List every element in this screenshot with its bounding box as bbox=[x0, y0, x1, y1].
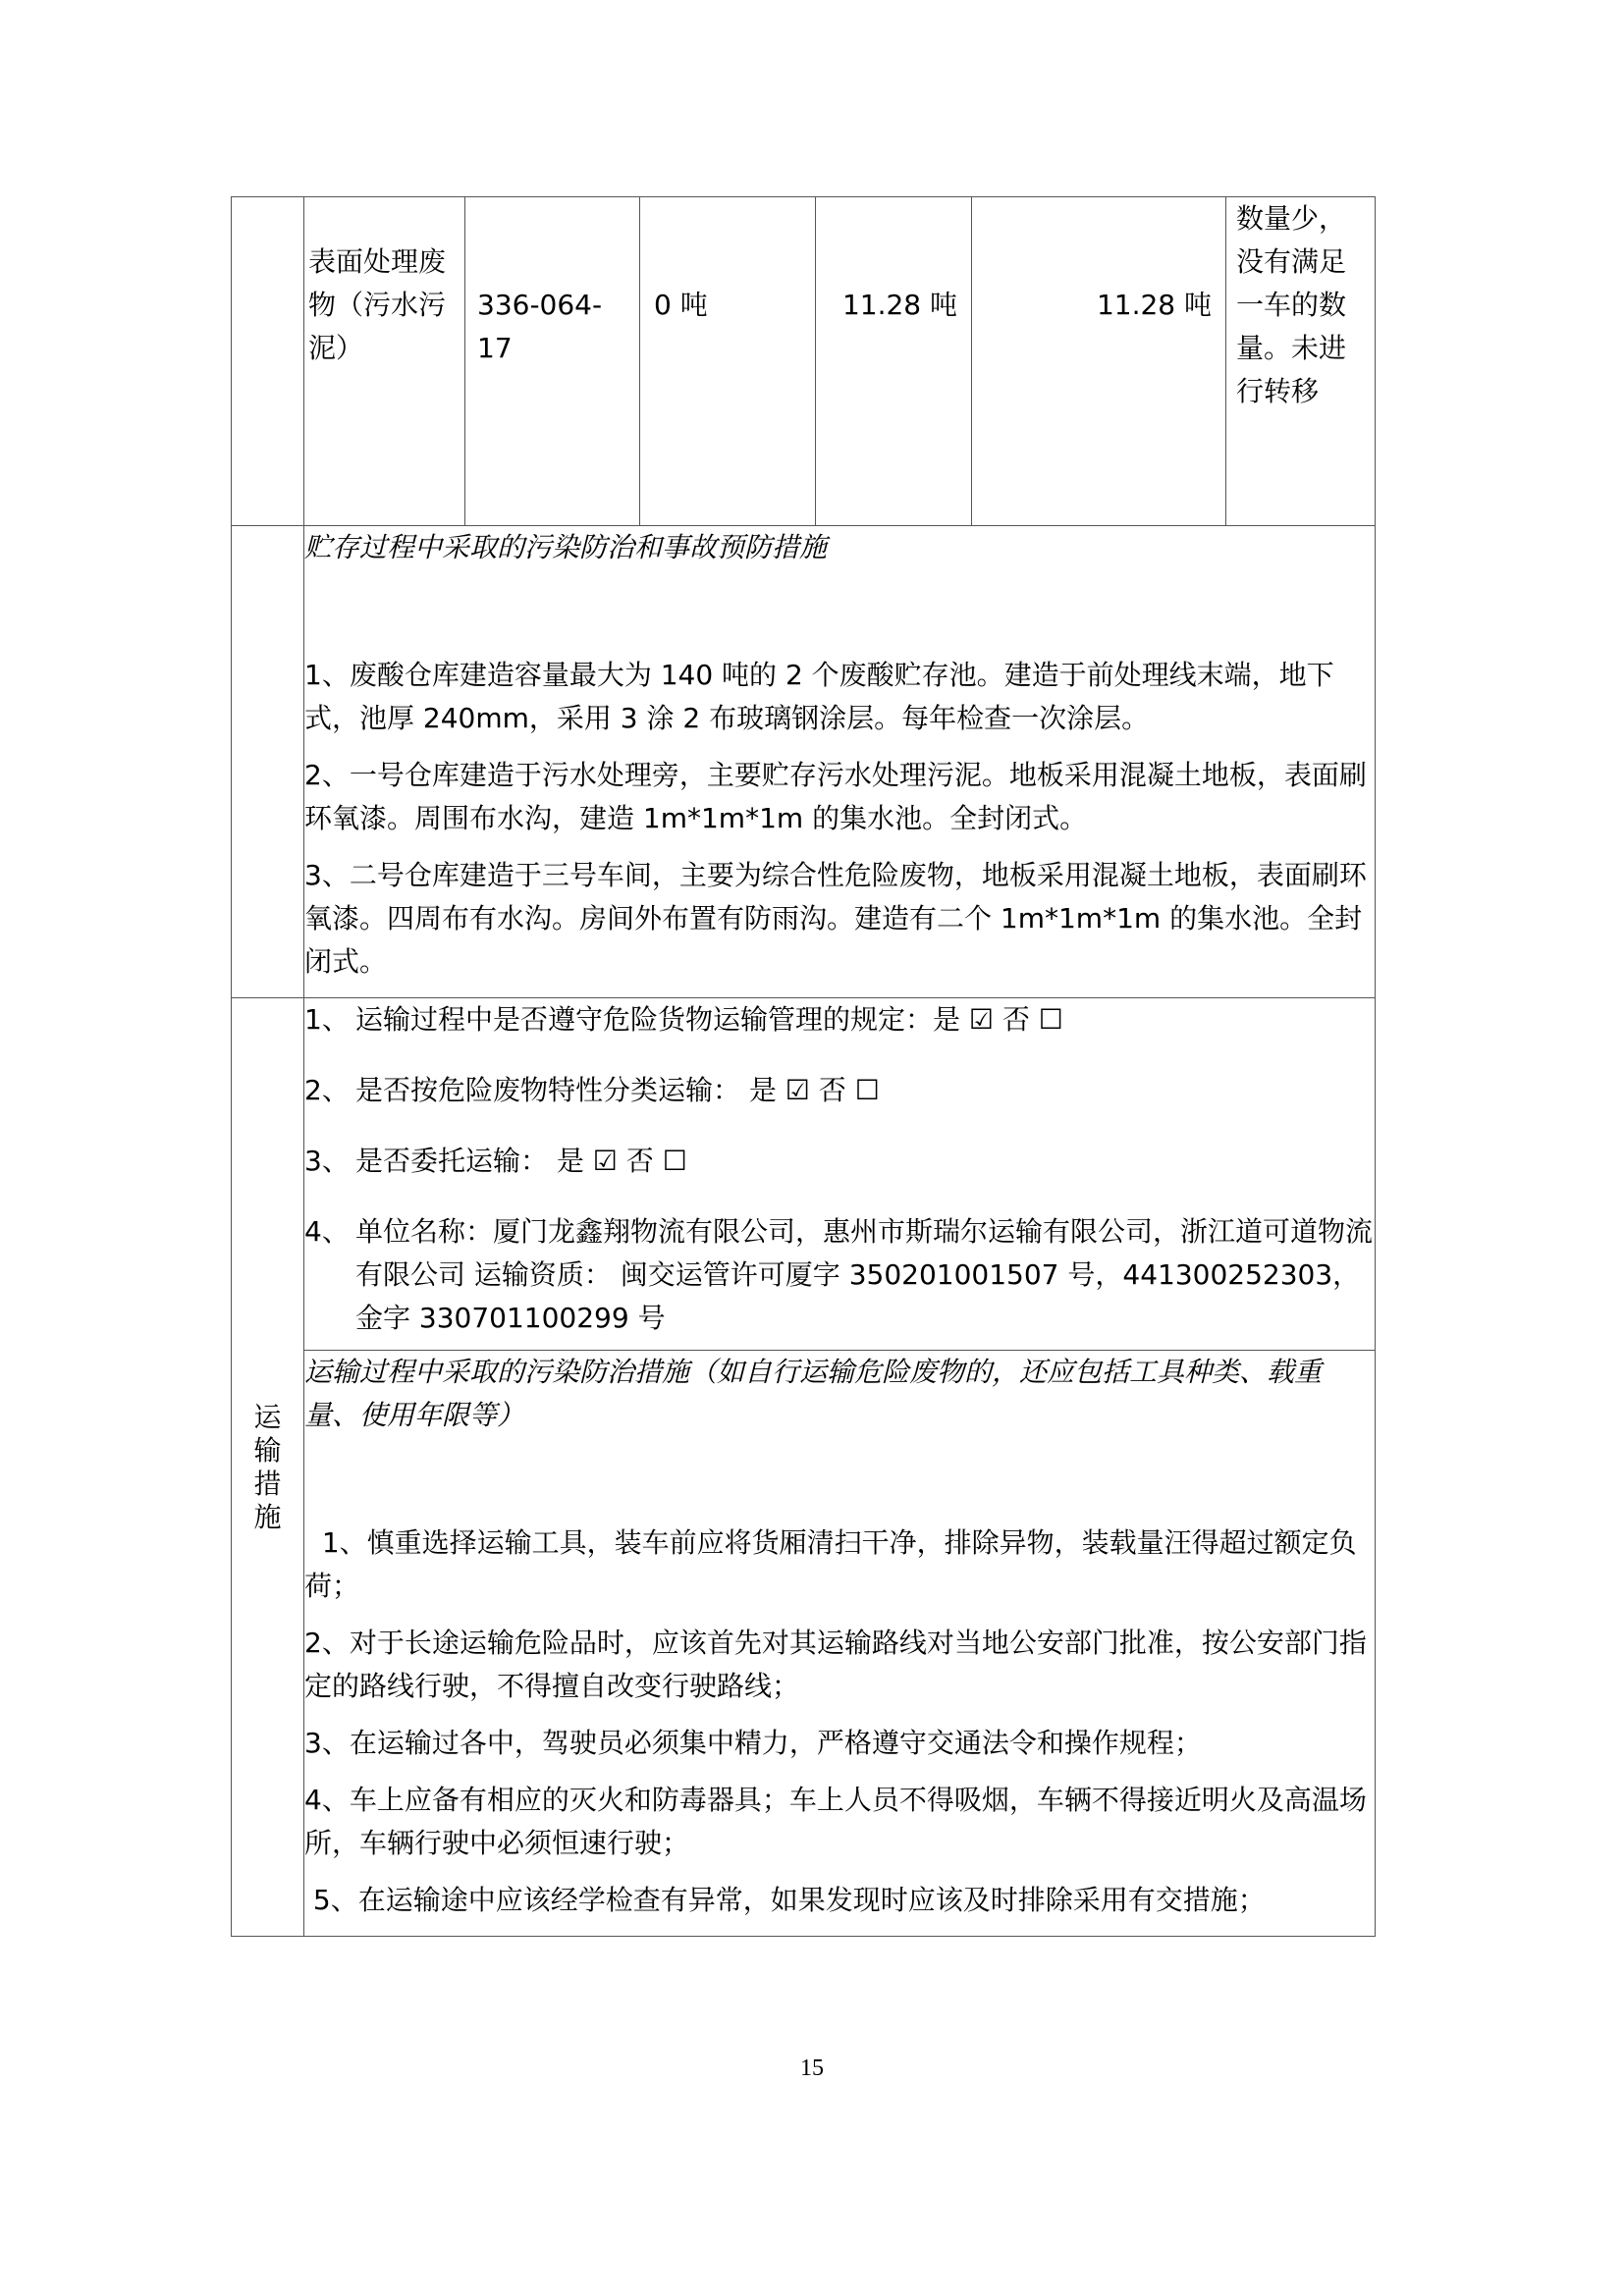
waste-name-cell: 表面处理废物（污水污泥） bbox=[304, 197, 465, 526]
waste-code-cell: 336-064-17 bbox=[465, 197, 640, 526]
check-text: 运输过程中是否遵守危险货物运输管理的规定：是 ☑ 否 ☐ bbox=[355, 1003, 1063, 1036]
label-char: 运 bbox=[253, 1400, 282, 1433]
left-label-cell-empty bbox=[232, 197, 304, 526]
transport-checks-cell bbox=[304, 998, 1376, 1351]
check-text: 单位名称：厦门龙鑫翔物流有限公司，惠州市斯瑞尔运输有限公司，浙江道可道物流有限公司 运输资质： 闽交运管许可厦字 350201001507 号，441300252303，金字 330701100299 号 bbox=[355, 1215, 1374, 1334]
label-char: 输 bbox=[253, 1433, 282, 1467]
check-number: 1、 bbox=[304, 1003, 350, 1036]
storage-measures-cell bbox=[304, 526, 1376, 998]
check-item bbox=[304, 1069, 1375, 1112]
transport-measures-title: 运输过程中采取的污染防治措施（如自行运输危险废物的，还应包括工具种类、载重量、使用年限等） bbox=[304, 1356, 1323, 1431]
storage-title: 贮存过程中采取的污染防治和事故预防措施 bbox=[304, 531, 828, 563]
check-text: 是否委托运输： 是 ☑ 否 ☐ bbox=[355, 1145, 687, 1177]
check-number: 4、 bbox=[304, 1215, 350, 1248]
storage-row bbox=[232, 526, 1376, 998]
stock-start-cell: 0 吨 bbox=[640, 197, 816, 526]
transport-measures-cell bbox=[304, 1351, 1376, 1937]
stored-cell: 11.28 吨 bbox=[972, 197, 1226, 526]
transport-label-cell bbox=[232, 998, 304, 1937]
storage-item: 3、二号仓库建造于三号车间，主要为综合性危险废物，地板采用混凝土地板，表面刷环氧漆。四周布有水沟。房间外布置有防雨沟。建造有二个 1m*1m*1m 的集水池。全封闭式。 bbox=[304, 859, 1367, 978]
note-cell: 数量少，没有满足一车的数量。未进行转移 bbox=[1226, 197, 1376, 526]
transport-measure: 5、在运输途中应该经学检查有异常，如果发现时应该及时排除采用有交措施； bbox=[304, 1884, 1266, 1916]
label-char: 措 bbox=[253, 1467, 282, 1500]
storage-item: 1、废酸仓库建造容量最大为 140 吨的 2 个废酸贮存池。建造于前处理线末端，地下式，池厚 240mm，采用 3 涂 2 布玻璃钢涂层。每年检查一次涂层。 bbox=[304, 659, 1334, 734]
check-item bbox=[304, 1210, 1375, 1340]
check-item bbox=[304, 998, 1375, 1041]
check-number: 2、 bbox=[304, 1074, 350, 1106]
check-text: 是否按危险废物特性分类运输： 是 ☑ 否 ☐ bbox=[355, 1074, 880, 1106]
waste-row bbox=[232, 197, 1376, 526]
waste-report-table bbox=[231, 196, 1376, 1937]
transport-measure: 3、在运输过各中，驾驶员必须集中精力，严格遵守交通法令和操作规程； bbox=[304, 1727, 1202, 1759]
transport-measures-row bbox=[232, 1351, 1376, 1937]
transport-checks-row bbox=[232, 998, 1376, 1351]
check-item bbox=[304, 1140, 1375, 1183]
storage-item: 2、一号仓库建造于污水处理旁，主要贮存污水处理污泥。地板采用混凝土地板，表面刷环氧漆。周围布水沟，建造 1m*1m*1m 的集水池。全封闭式。 bbox=[304, 759, 1367, 834]
check-number: 3、 bbox=[304, 1145, 350, 1177]
page-number: 15 bbox=[800, 2056, 824, 2081]
storage-left-cell bbox=[232, 526, 304, 998]
transport-measure: 2、对于长途运输危险品时，应该首先对其运输路线对当地公安部门批准，按公安部门指定的路线行驶，不得擅自改变行驶路线； bbox=[304, 1627, 1367, 1702]
transport-measure: 1、慎重选择运输工具，装车前应将货厢清扫干净，排除异物，装载量汪得超过额定负荷； bbox=[304, 1526, 1357, 1602]
label-char: 施 bbox=[253, 1500, 282, 1533]
produced-cell: 11.28 吨 bbox=[816, 197, 972, 526]
transport-measure: 4、车上应备有相应的灭火和防毒器具；车上人员不得吸烟，车辆不得接近明火及高温场所，车辆行驶中必须恒速行驶； bbox=[304, 1784, 1367, 1859]
